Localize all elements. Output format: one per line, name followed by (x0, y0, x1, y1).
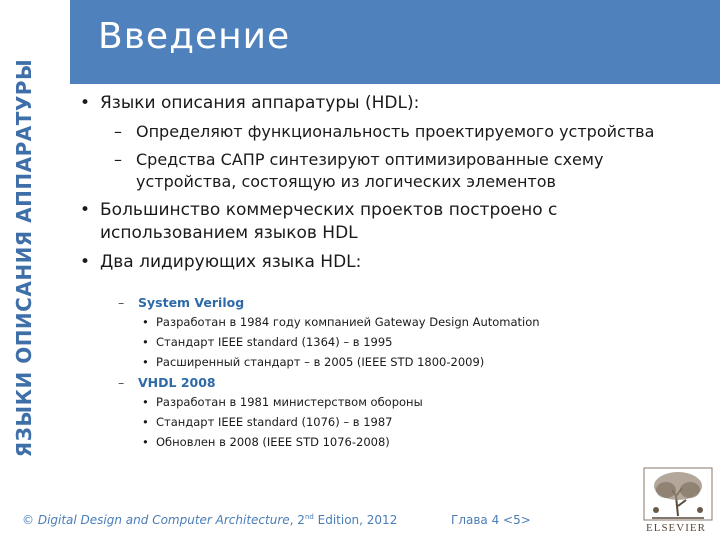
copyright-symbol: © (22, 513, 34, 527)
fact-item (98, 414, 708, 430)
fact-item (98, 334, 708, 350)
fact-text: Стандарт IEEE standard (1364) – в 1995 (156, 335, 393, 349)
fact-text: Обновлен в 2008 (IEEE STD 1076-2008) (156, 435, 390, 449)
dash-glyph: – (118, 375, 125, 390)
sidebar-vertical-title (0, 48, 49, 468)
sub-bullet-functionality (100, 121, 708, 143)
sidebar-title-text: ЯЗЫКИ ОПИСАНИЯ АППАРАТУРЫ (12, 58, 36, 458)
slide-title: Введение (98, 16, 291, 57)
fact-item (98, 314, 708, 330)
dash-glyph: – (114, 150, 122, 169)
fact-text: Разработан в 1984 году компанией Gateway Design Automation (156, 315, 540, 329)
sub-bullet-text: Средства САПР синтезируют оптимизированные схему устройства, состоящую из логических элементов (136, 150, 604, 191)
bullet-text: Большинство коммерческих проектов построено с использованием языков HDL (100, 200, 558, 243)
bullet-glyph: • (142, 395, 149, 409)
dash-glyph: – (114, 122, 122, 141)
slide-content (78, 92, 708, 454)
bullet-text: Два лидирующих языка HDL: (100, 252, 362, 272)
language-systemverilog (98, 294, 708, 312)
chapter-page-indicator: Глава 4 <5> (451, 513, 531, 527)
language-vhdl (98, 374, 708, 392)
bullet-glyph: • (142, 315, 149, 329)
bullet-glyph: • (80, 252, 91, 272)
fact-text: Стандарт IEEE standard (1076) – в 1987 (156, 415, 393, 429)
fact-item (98, 354, 708, 370)
bullet-hdl (78, 92, 708, 115)
edition-year: Edition, 2012 (313, 513, 398, 527)
elsevier-logo-text: ELSEVIER (646, 522, 706, 534)
fact-item (98, 434, 708, 450)
fact-item (98, 394, 708, 410)
bullet-two-languages (78, 251, 708, 274)
footer-citation (22, 513, 397, 527)
book-title: Digital Design and Computer Architecture (37, 513, 290, 527)
bullet-glyph: • (142, 435, 149, 449)
title-bar (70, 0, 720, 84)
bullet-glyph: • (80, 200, 91, 220)
bullet-commercial (78, 199, 708, 245)
fact-text: Разработан в 1981 министерством обороны (156, 395, 423, 409)
edition-suffix: nd (304, 513, 314, 521)
languages-list (78, 294, 708, 450)
bullet-glyph: • (142, 415, 149, 429)
sub-bullet-cad (100, 149, 708, 193)
fact-text: Расширенный стандарт – в 2005 (IEEE STD 1800-2009) (156, 355, 485, 369)
dash-glyph: – (118, 295, 125, 310)
language-name: System Verilog (138, 295, 245, 310)
bullet-glyph: • (142, 335, 149, 349)
sub-bullet-text: Определяют функциональность проектируемого устройства (136, 122, 655, 141)
edition-number: , 2 (289, 513, 305, 527)
bullet-glyph: • (142, 355, 149, 369)
bullet-text: Языки описания аппаратуры (HDL): (100, 93, 420, 113)
bullet-glyph: • (80, 93, 91, 113)
language-name: VHDL 2008 (138, 375, 216, 390)
